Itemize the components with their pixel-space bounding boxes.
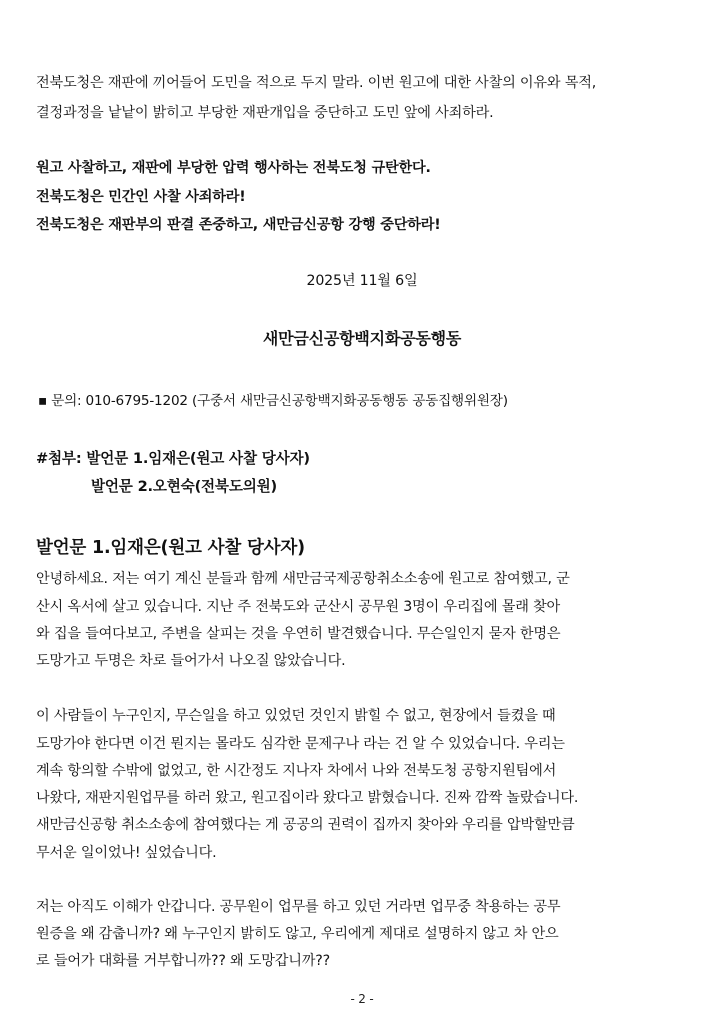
statement-p3-line-1: 저는 아직도 이해가 안갑니다. 공무원이 업무를 하고 있던 거라면 업무중 착용하는 공무 [36,899,561,915]
statement-p1-line-1: 안녕하세요. 저는 여기 계신 분들과 함께 새만금국제공항취소소송에 원고로 참여했고, 군 [36,571,570,587]
statement-p1-line-4: 도망가고 두명은 차로 들어가서 나오질 않았습니다. [36,653,346,669]
attachment-line-2: 발언문 2.오현숙(전북도의원) [91,478,277,495]
statement-p3-line-3: 로 들어가 대화를 거부합니까?? 왜 도망갑니까?? [36,953,330,969]
statement-p1-line-3: 와 집을 들여다보고, 주변을 살피는 것을 우연히 발견했습니다. 무슨일인지 묻자 한명은 [36,626,561,642]
statement-p2-line-5: 새만금신공항 취소소송에 참여했다는 게 공공의 권력이 집까지 찾아와 우리를 압박할만큼 [36,817,575,833]
statement-title: 발언문 1.임재은(원고 사찰 당사자) [36,538,305,558]
statement-p2-line-3: 계속 항의할 수밖에 없었고, 한 시간정도 지나자 차에서 나와 전북도청 공항지원팀에서 [36,763,557,779]
statement-p1-line-2: 산시 옥서에 살고 있습니다. 지난 주 전북도와 군산시 공무원 3명이 우리집에 몰래 찾아 [36,599,561,615]
slogan-3: 전북도청은 재판부의 판결 존중하고, 새만금신공항 강행 중단하라! [36,217,441,233]
statement-p2-line-4: 나왔다, 재판지원업무를 하러 왔고, 원고집이라 왔다고 밝혔습니다. 진짜 깜짝 놀랐습니다. [36,790,579,806]
organization-name: 새만금신공항백지화공동행동 [262,329,462,348]
slogan-1: 원고 사찰하고, 재판에 부당한 압력 행사하는 전북도청 규탄한다. [36,160,431,176]
statement-p2-line-6: 무서운 일이었나! 싶었습니다. [36,845,217,861]
intro-line-1: 전북도청은 재판에 끼어들어 도민을 적으로 두지 말라. 이번 원고에 대한 사찰의 이유와 목적, [36,75,597,91]
statement-p2-line-2: 도망가야 한다면 이건 뭔지는 몰라도 심각한 문제구나 라는 건 알 수 있었습니다. 우리는 [36,736,565,752]
attachment-line-1: #첨부: 발언문 1.임재은(원고 사찰 당사자) [36,450,310,467]
intro-line-2: 결정과정을 낱낱이 밝히고 부당한 재판개입을 중단하고 도민 앞에 사죄하라. [36,105,494,121]
statement-p2-line-1: 이 사람들이 누구인지, 무슨일을 하고 있었던 것인지 밝힐 수 없고, 현장에서 들켰을 때 [36,708,556,724]
slogan-2: 전북도청은 민간인 사찰 사죄하라! [36,189,246,205]
statement-p3-line-2: 원증을 왜 감춥니까? 왜 누구인지 밝히도 않고, 우리에게 제대로 설명하지 않고 차 안으 [36,926,559,942]
contact-info: ▪ 문의: 010-6795-1202 (구중서 새만금신공항백지화공동행동 공동집행위원장) [38,393,508,409]
page-number: - 2 - [350,992,374,1006]
document-date: 2025년 11월 6일 [306,273,418,289]
